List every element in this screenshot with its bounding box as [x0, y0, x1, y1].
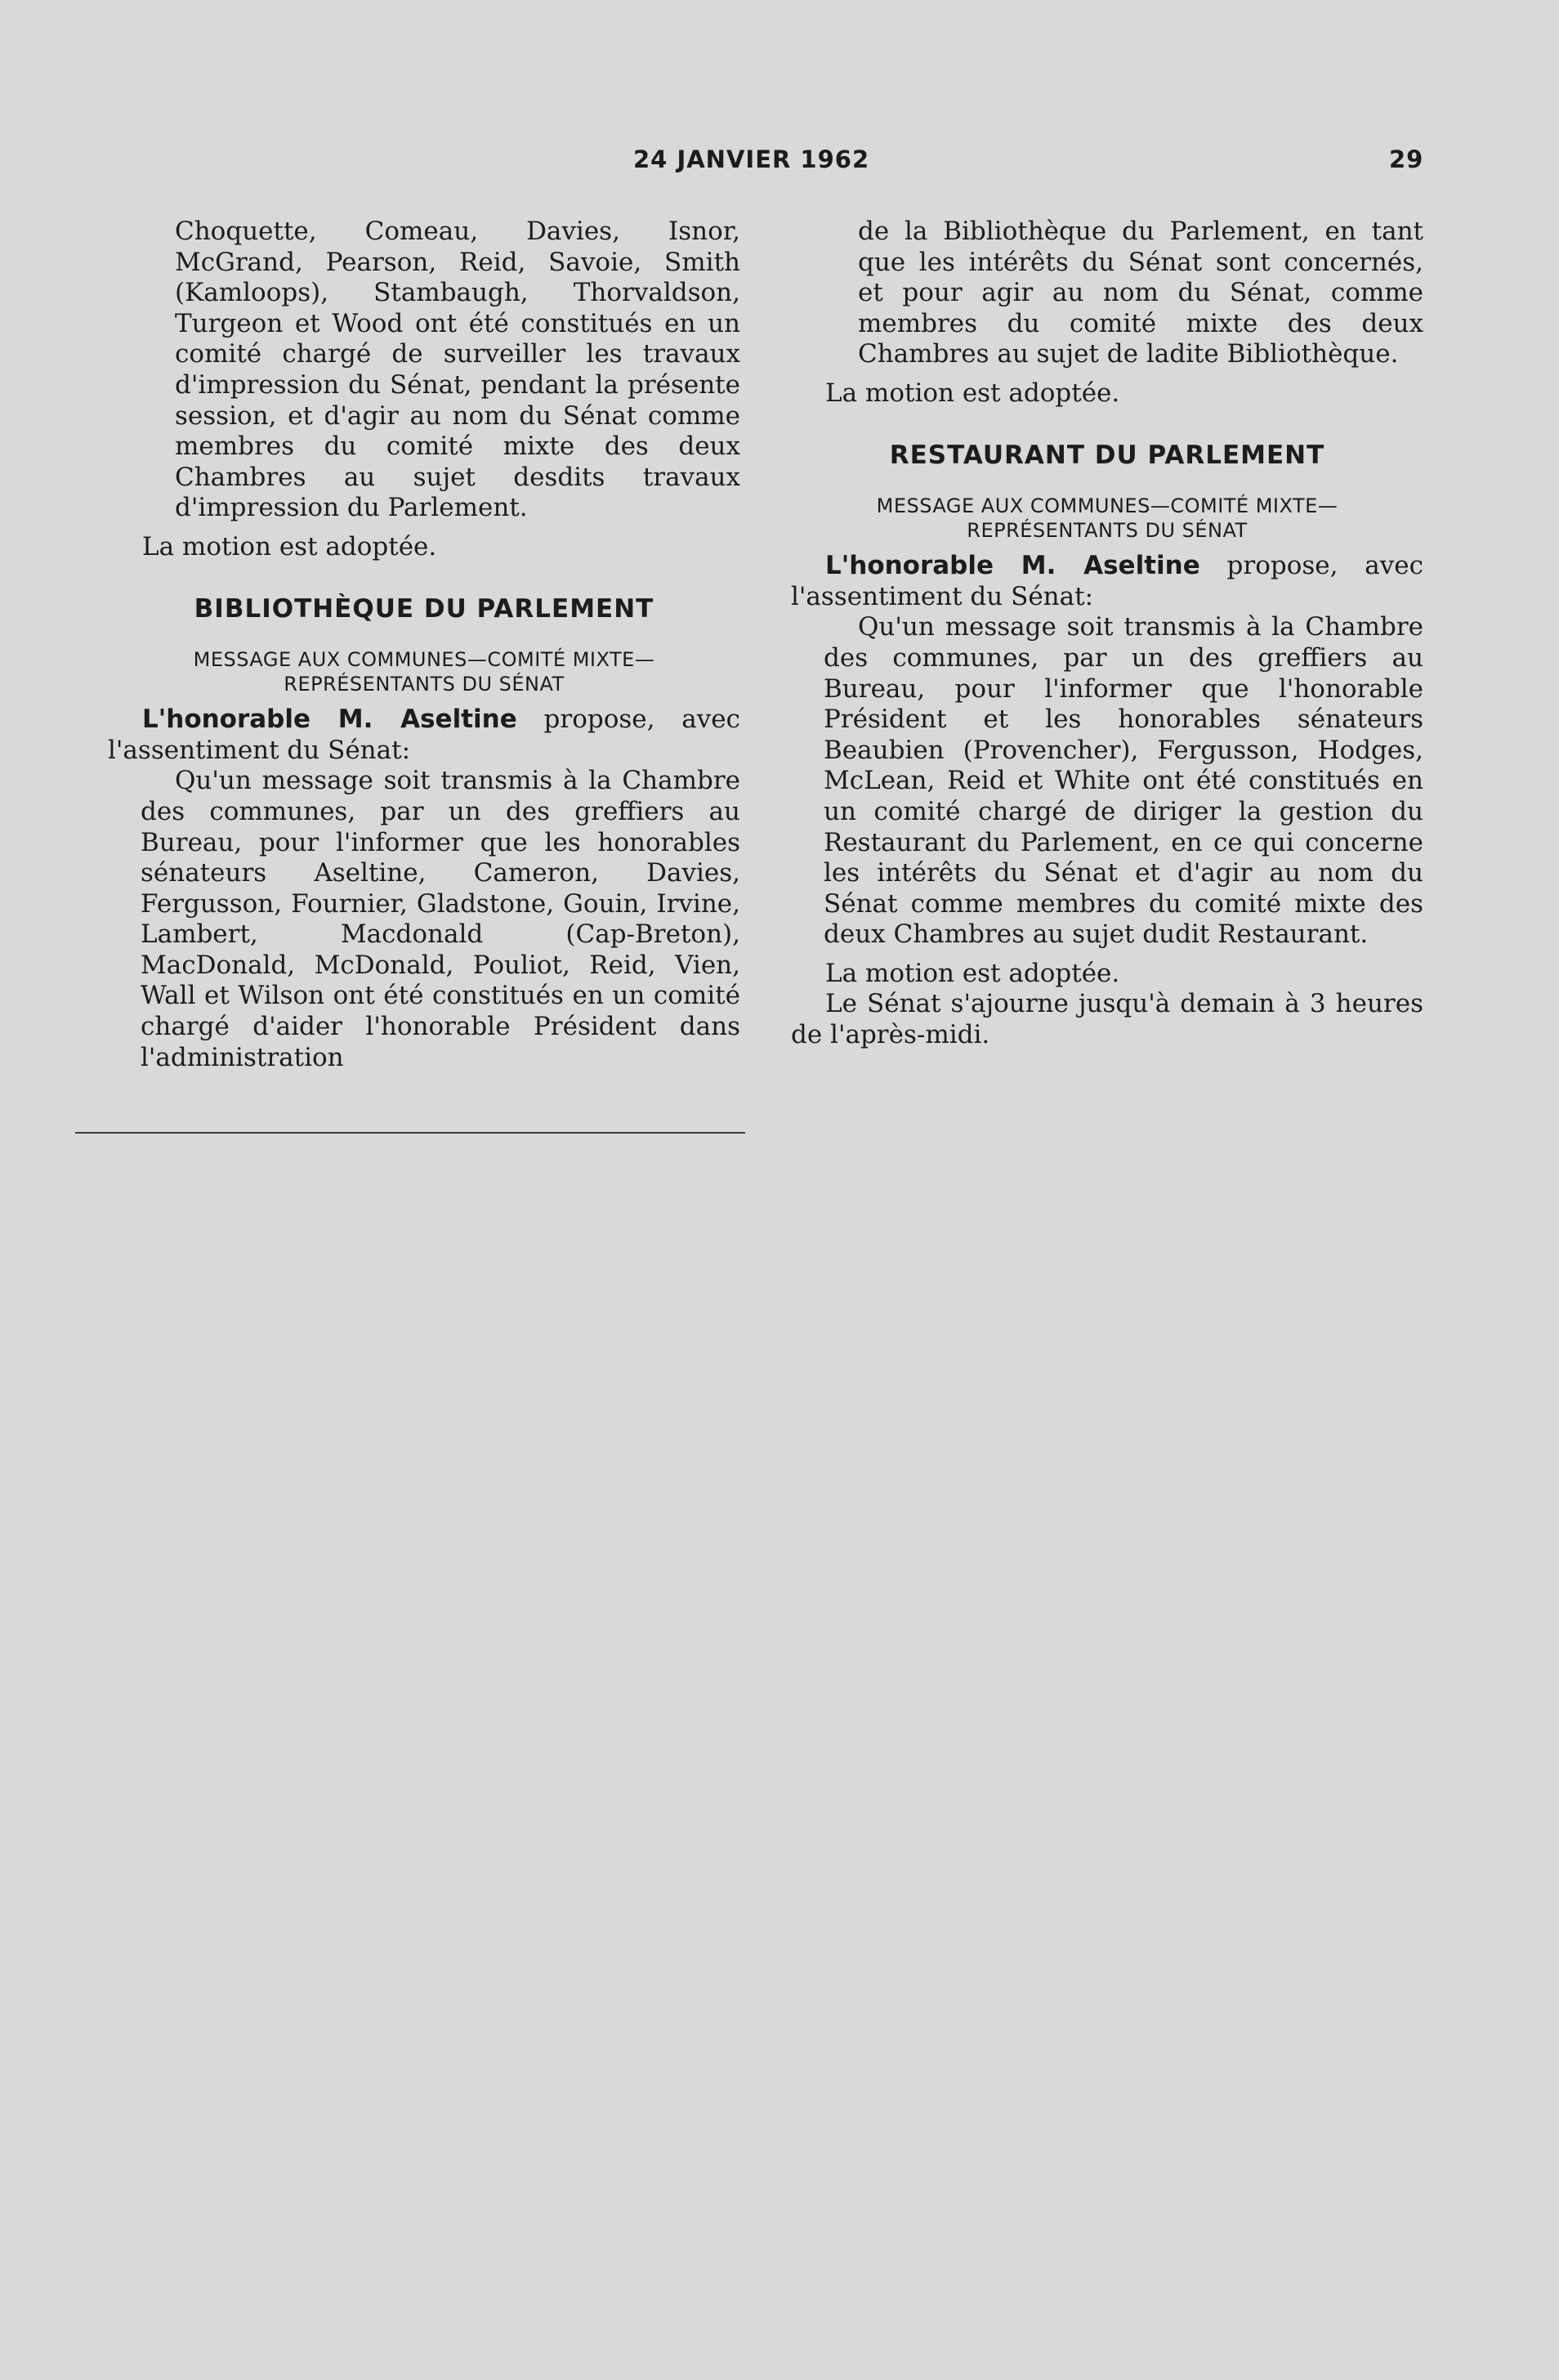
speaker-name: L'honorable M. Aseltine — [825, 551, 1200, 581]
speaker-name: L'honorable M. Aseltine — [142, 705, 517, 735]
page-number: 29 — [1389, 145, 1424, 173]
library-motion-text: Qu'un message soit transmis à la Chambre des communes, par un des greffiers au Bureau, pour l'informer que les honorables sénateurs Aseltine, Cameron, Davies, Fergusson, Fournier, Gladstone, Gouin, Irvine, Lambert, Macdonald (Cap-Breton), MacDonald, McDonald, Pouliot, Reid, Vien, Wall et Wilson ont été constitués en un comité chargé d'aider l'honorable Président dans l'administration — [141, 766, 740, 1072]
section-title-library: BIBLIOTHÈQUE DU PARLEMENT — [194, 593, 654, 624]
restaurant-motion-text: Qu'un message soit transmis à la Chambre des communes, par un des greffiers au Bureau, pour l'informer que l'honorable Président et les honorables sénateurs Beaubien (Provencher), Fergusson, Hodges, McLean, Reid et White ont été constitués en un comité chargé de diriger la gestion du Restaurant du Parlement, en ce qui concerne les intérêts du Sénat et d'agir au nom du Sénat comme membres du comité mixte des deux Chambres au sujet dudit Restaurant. — [824, 612, 1423, 950]
library-quote-continuation — [858, 217, 1423, 370]
left-column — [108, 217, 740, 1073]
subheading-library-message: MESSAGE AUX COMMUNES—COMITÉ MIXTE— REPRÉSENTANTS DU SÉNAT — [193, 648, 655, 696]
running-header-date: 24 JANVIER 1962 — [633, 145, 870, 173]
section-title-restaurant: RESTAURANT DU PARLEMENT — [889, 440, 1325, 470]
right-column — [791, 217, 1423, 1051]
library-motion-quote — [141, 766, 740, 1073]
section-divider-rule — [75, 1132, 745, 1134]
motion-adopted-restaurant: La motion est adoptée. — [825, 958, 1120, 988]
speaker-paragraph-library — [108, 705, 740, 766]
motion-adopted-printing: La motion est adoptée. — [142, 531, 437, 561]
speaker-paragraph-restaurant — [791, 551, 1423, 612]
motion-adopted-library: La motion est adoptée. — [825, 378, 1120, 408]
library-continuation-text: de la Bibliothèque du Parlement, en tant que les intérêts du Sénat sont concernés, et pour agir au nom du Sénat, comme membres du comité mixte des deux Chambres au sujet de ladite Bibliothèque. — [858, 217, 1423, 369]
speaker-proposal-text: propose, avec l'assentiment du Sénat: — [791, 551, 1424, 611]
speaker-proposal-text: propose, avec l'assentiment du Sénat: — [108, 705, 741, 765]
printing-committee-continuation: Choquette, Comeau, Davies, Isnor, McGrand, Pearson, Reid, Savoie, Smith (Kamloops), Stambaugh, Thorvaldson, Turgeon et Wood ont été constitués en un comité chargé de surveiller les travaux d'impression du Sénat, pendant la présente session, et d'agir au nom du Sénat comme membres du comité mixte des deux Chambres au sujet desdits travaux d'impression du Parlement. — [175, 217, 740, 523]
restaurant-motion-quote — [824, 612, 1423, 951]
adjournment-notice: Le Sénat s'ajourne jusqu'à demain à 3 heures de l'après-midi. — [791, 989, 1423, 1050]
subheading-restaurant-message: MESSAGE AUX COMMUNES—COMITÉ MIXTE— REPRÉSENTANTS DU SÉNAT — [876, 494, 1338, 543]
